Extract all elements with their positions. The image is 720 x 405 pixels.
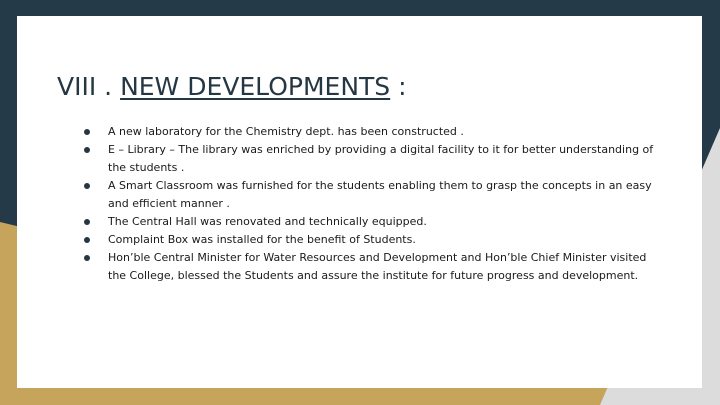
bullet-text: The Central Hall was renovated and technically equipped. xyxy=(108,215,427,228)
title-main: NEW DEVELOPMENTS xyxy=(120,72,391,101)
bullet-item xyxy=(80,213,660,231)
bullet-dot-icon xyxy=(84,237,90,243)
bullet-item xyxy=(80,177,660,213)
bullet-item xyxy=(80,123,660,141)
bullet-item xyxy=(80,231,660,249)
slide-title xyxy=(57,72,407,101)
title-suffix: : xyxy=(390,72,407,101)
bullet-text: A new laboratory for the Chemistry dept. has been constructed . xyxy=(108,125,464,138)
bullet-item xyxy=(80,141,660,177)
bullet-dot-icon xyxy=(84,183,90,189)
bullet-text: Hon’ble Central Minister for Water Resources and Development and Hon’ble Chief Minister visited the College, blessed the Students and assure the institute for future progress and development. xyxy=(108,251,647,282)
bullet-text: A Smart Classroom was furnished for the students enabling them to grasp the concepts in an easy and efficient manner . xyxy=(108,179,652,210)
bullet-dot-icon xyxy=(84,147,90,153)
bullet-dot-icon xyxy=(84,219,90,225)
bullet-list xyxy=(80,123,660,285)
bullet-text: Complaint Box was installed for the benefit of Students. xyxy=(108,233,416,246)
bullet-text: E – Library – The library was enriched by providing a digital facility to it for better understanding of the students . xyxy=(108,143,654,174)
bullet-dot-icon xyxy=(84,255,90,261)
bullet-item xyxy=(80,249,660,285)
bullet-dot-icon xyxy=(84,129,90,135)
title-prefix: VIII . xyxy=(57,72,121,101)
